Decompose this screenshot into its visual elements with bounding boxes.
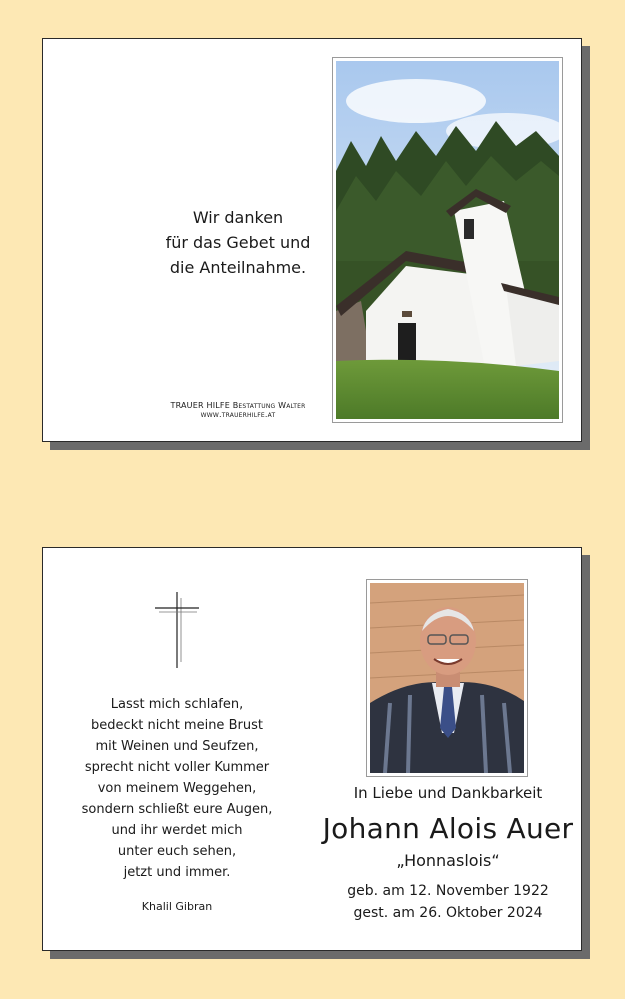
chapel-photo [332,57,563,423]
nickname: „Honnaslois“ [396,851,500,870]
dedication: In Liebe und Dankbarkeit [353,784,543,802]
poem-line: sondern schließt eure Augen, [81,802,273,817]
funeral-home-website: www.trauerhilfe.at [200,410,276,419]
portrait-photo [366,579,528,777]
poem [63,694,291,883]
poem-line: Lasst mich schlafen, [110,697,244,712]
poem-line: jetzt und immer. [123,865,231,880]
chapel-image [336,61,559,419]
card-front [42,38,582,442]
poem-line: unter euch sehen, [117,844,237,859]
deceased-name: Johann Alois Auer [322,812,574,845]
cross-icon [153,590,201,670]
poem-line: von meinem Weggehen, [97,781,257,796]
birth-date: geb. am 12. November 1922 [347,883,549,899]
thanks-line: Wir danken [192,208,284,227]
thanks-line: für das Gebet und [165,233,311,252]
thanks-line: die Anteilnahme. [169,258,307,277]
poem-line: bedeckt nicht meine Brust [91,718,263,733]
card-back [42,547,582,951]
poem-author: Khalil Gibran [141,900,213,913]
funeral-home-name: TRAUER HILFE Bestattung Walter [170,401,306,410]
death-date: gest. am 26. Oktober 2024 [353,905,543,921]
poem-line: mit Weinen und Seufzen, [95,739,259,754]
portrait-image [370,583,524,773]
poem-line: sprecht nicht voller Kummer [84,760,270,775]
poem-line: und ihr werdet mich [111,823,243,838]
